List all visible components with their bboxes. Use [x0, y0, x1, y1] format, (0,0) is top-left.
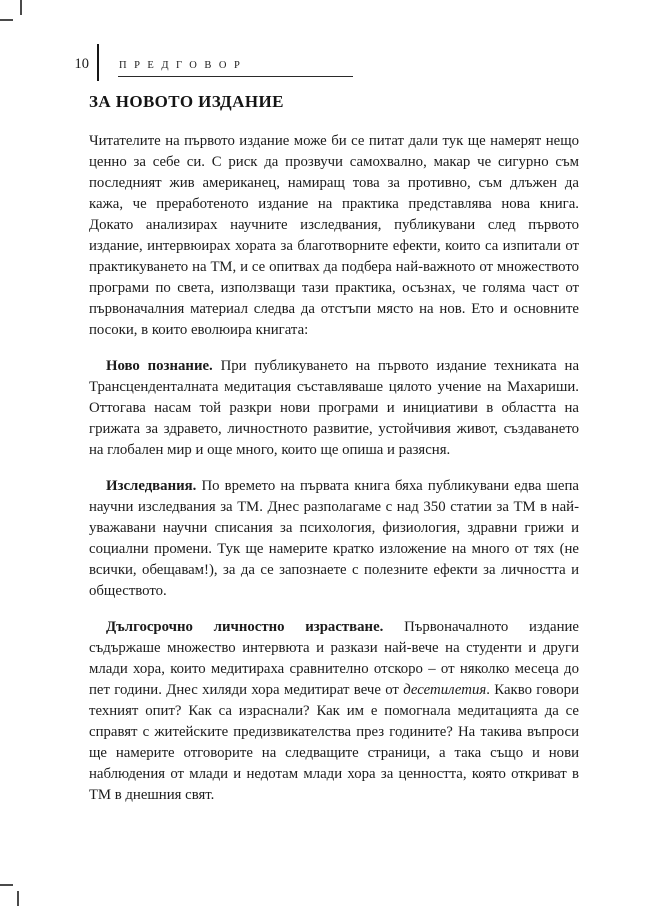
paragraph-lead: Дългосрочно личностно израстване. [106, 619, 384, 635]
paragraph-lead: Изследвания. [106, 478, 197, 494]
paragraph-lead: Ново познание. [106, 358, 213, 374]
paragraph-text: При публикуването на първото издание техниката на Трансценденталната медитация съставляваше цялото учение на Махариши. Оттогава насам той разкри нови програми и инициативи в областта на грижата за здравето, личностното развитие, устойчивия живот, създаването на глобален мир и още много, които ще опиша и разясня. [89, 358, 580, 458]
paragraph-text: Първоначалното издание съдържаше множество интервюта и разкази най-вече на студенти и други млади хора, които медитираха сравнително отскоро – от няколко месеца до пет години. Днес хиляди хора медитират вече от [89, 619, 579, 698]
crop-mark-top-left-horizontal [0, 19, 13, 21]
paragraph-text: . Какво говори техният опит? Как са израснали? Как им е помогнала медитацията да се справят с житейските предизвикателства през годините? На такива въпроси ще намерите отговорите на следващите страници, а така също и нови наблюдения от млади и недотам млади хора за ценността, която откриват в ТМ в днешния свят. [89, 682, 579, 803]
paragraph-text: Читателите на първото издание може би се питат дали тук ще намерят нещо ценно за себе си. С риск да прозвучи самохвално, макар че сигурно съм последният жив американец, намиращ това за противно, съм длъжен да кажа, че преработеното издание на практика представлява нова книга. Докато анализирах научните изследвания, публикувани след първото издание, интервюирах хората за благотворните ефекти, които са изпитали от практикуването на ТМ, и се опитвах да подбера най-важното от множеството програми по света, използващи тази практика, осъзнах, че голяма част от първоначалния материал следва да отстъпи място на нов. Ето и основните посоки, в които еволюира книгата: [89, 133, 579, 338]
crop-mark-bottom-left-vertical [17, 891, 19, 906]
paragraph-long-term-growth [89, 617, 579, 806]
header-divider-bar [97, 44, 99, 81]
paragraph-intro [89, 131, 579, 341]
emphasized-word: десетилетия [403, 682, 487, 698]
section-title: ЗА НОВОТО ИЗДАНИЕ [89, 92, 284, 111]
crop-mark-top-left-vertical [20, 0, 22, 15]
paragraph-research [89, 476, 579, 602]
page-number: 10 [74, 56, 89, 72]
crop-mark-bottom-left-horizontal [0, 884, 13, 886]
paragraph-text: По времето на първата книга бяха публикувани едва шепа научни изследвания за ТМ. Днес разполагаме с над 350 статии за ТМ в най-уважавани научни списания за психология, физиология, здравни грижи и социални промени. Тук ще намерите кратко изложение на много от тях (не всички, обещавам!), за да се запознаете с полезните ефекти за личността и обществото. [89, 478, 579, 599]
running-title: ПРЕДГОВОР [119, 60, 248, 71]
preface-body [89, 131, 579, 821]
paragraph-new-knowledge [89, 356, 579, 461]
header-rule [118, 76, 353, 77]
